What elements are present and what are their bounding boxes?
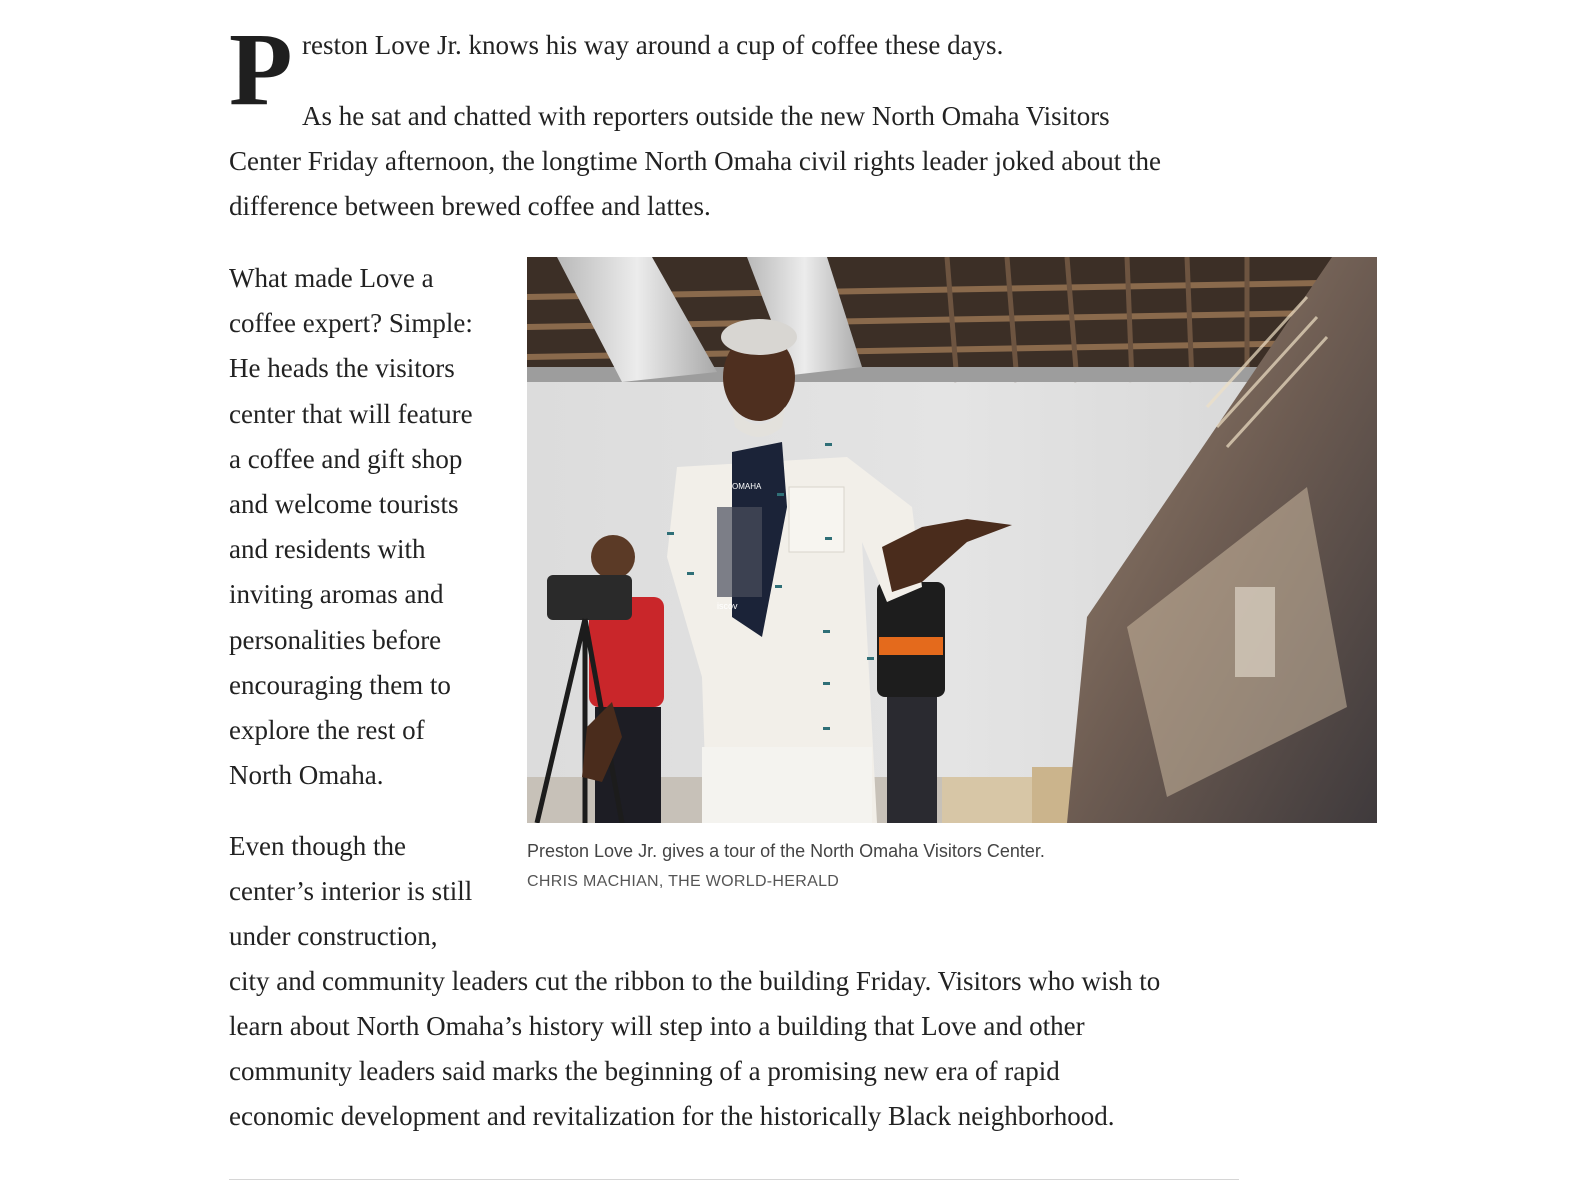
paragraph-line: difference between brewed coffee and lattes.: [229, 191, 711, 221]
paragraph-line: under construction,: [229, 921, 438, 952]
paragraph-line: inviting aromas and: [229, 579, 444, 610]
paragraph-line: community leaders said marks the beginning of a promising new era of rapid: [229, 1056, 1060, 1086]
paragraph-line: North Omaha.: [229, 760, 384, 791]
paragraph-line: As he sat and chatted with reporters outside the new North Omaha Visitors: [302, 101, 1110, 131]
paragraph-line: city and community leaders cut the ribbon to the building Friday. Visitors who wish to: [229, 966, 1161, 996]
paragraph-line: Center Friday afternoon, the longtime North Omaha civil rights leader joked about the: [229, 146, 1161, 176]
paragraph-line: a coffee and gift shop: [229, 443, 463, 474]
paragraph-line: and welcome tourists: [229, 489, 459, 520]
photo-illustration: [527, 257, 1377, 823]
lead-paragraph-line: reston Love Jr. knows his way around a cup of coffee these days.: [302, 30, 1004, 60]
paragraph-line: coffee expert? Simple:: [229, 308, 473, 339]
shirt-print-text: iscov: [717, 601, 738, 611]
paragraph-line: What made Love a: [229, 263, 434, 293]
paragraph-line: encouraging them to: [229, 669, 451, 700]
paragraph-line: Even though the: [229, 831, 406, 861]
shirt-print-text: OMAHA: [732, 482, 762, 491]
paragraph-line: economic development and revitalization for the historically Black neighborhood.: [229, 1101, 1115, 1131]
drop-cap: P: [229, 12, 293, 127]
paragraph-line: center’s interior is still: [229, 876, 473, 907]
paragraph-line: personalities before: [229, 624, 442, 655]
paragraph-line: He heads the visitors: [229, 353, 455, 384]
paragraph-line: center that will feature: [229, 398, 473, 429]
article-figure: [527, 257, 1377, 892]
section-divider: [229, 1179, 1239, 1180]
paragraph-line: learn about North Omaha’s history will step into a building that Love and other: [229, 1011, 1085, 1041]
paragraph-narrow-column: [229, 824, 509, 960]
photo-credit: CHRIS MACHIAN, THE WORLD-HERALD: [527, 873, 840, 890]
article-photo[interactable]: [527, 257, 1377, 823]
paragraph-line: and residents with: [229, 534, 426, 565]
photo-caption: Preston Love Jr. gives a tour of the North Omaha Visitors Center.: [527, 841, 1045, 861]
paragraph-narrow-column: [229, 256, 509, 798]
paragraph-line: explore the rest of: [229, 715, 425, 746]
